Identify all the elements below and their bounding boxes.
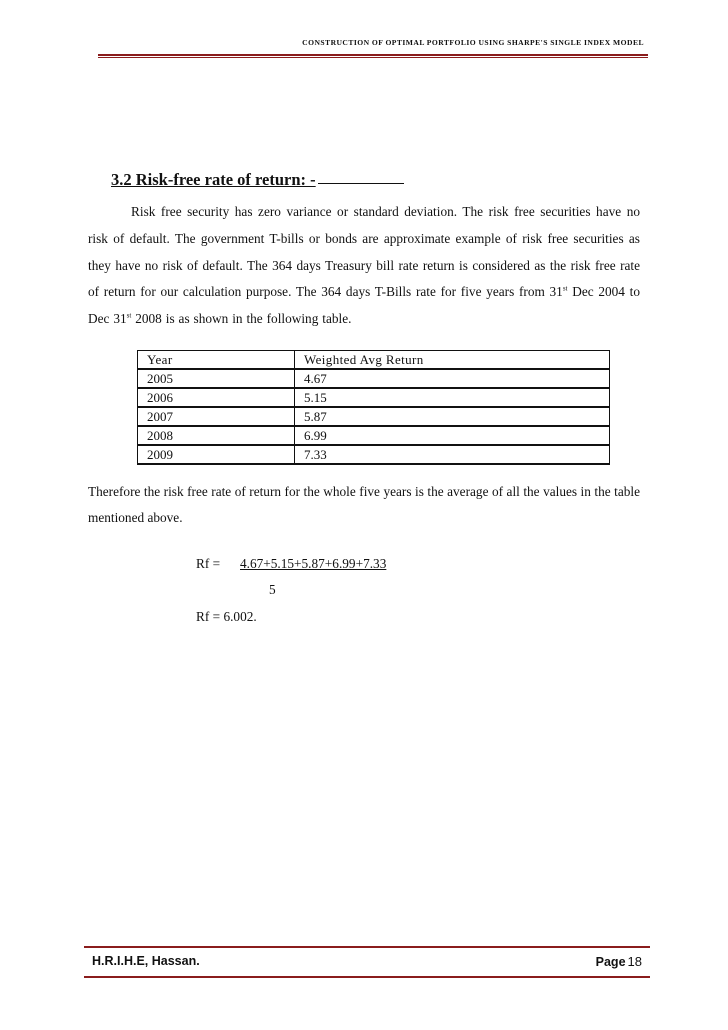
superscript-st: st [126, 311, 132, 320]
table-cell-return: 5.87 [295, 407, 610, 426]
table-cell-return: 6.99 [295, 426, 610, 445]
table-row [138, 388, 610, 407]
footer-page-number: 18 [627, 954, 642, 969]
formula-result: Rf = 6.002. [196, 609, 257, 624]
page-footer [84, 946, 650, 978]
table-cell-year: 2009 [138, 445, 295, 464]
formula-denominator: 5 [269, 582, 276, 597]
table-cell-year: 2005 [138, 369, 295, 388]
conclusion-paragraph: Therefore the risk free rate of return for the whole five years is the average of all the values in the table mentioned above. [88, 484, 640, 525]
table-row [138, 407, 610, 426]
page-header [98, 36, 648, 58]
section-heading-text: 3.2 Risk-free rate of return: - [111, 170, 316, 189]
footer-institution: H.R.I.H.E, Hassan. [92, 954, 200, 968]
paragraph-text-part3: 2008 is as shown in the following table. [131, 311, 352, 327]
header-rule-thin [98, 57, 648, 58]
paragraph-text-part2: Dec 2004 to Dec 31 [88, 284, 640, 327]
rates-table [137, 350, 610, 465]
table-cell-year: 2006 [138, 388, 295, 407]
table-header-year: Year [138, 351, 295, 370]
table-cell-return: 4.67 [295, 369, 610, 388]
header-rule [98, 54, 648, 56]
table-cell-return: 7.33 [295, 445, 610, 464]
table-row [138, 369, 610, 388]
formula-label: Rf = [196, 556, 221, 571]
paragraph-text-part1: Risk free security has zero variance or standard deviation. The risk free securities have no risk of default. The government T-bills or bonds are approximate example of risk free securities as they have no risk of default. The 364 days Treasury bill rate return is considered as the risk free rate of return for our calculation purpose. The 364 days T-Bills rate for five years from 31 [88, 204, 640, 300]
body-paragraph [88, 199, 640, 333]
header-title: CONSTRUCTION OF OPTIMAL PORTFOLIO USING SHARPE'S SINGLE INDEX MODEL [302, 38, 644, 47]
table-row [138, 426, 610, 445]
footer-page [596, 954, 642, 969]
table-header-return: Weighted Avg Return [295, 351, 610, 370]
table-cell-year: 2008 [138, 426, 295, 445]
heading-underline-extension [318, 182, 404, 184]
table-row [138, 445, 610, 464]
section-heading [111, 170, 404, 190]
formula-numerator: 4.67+5.15+5.87+6.99+7.33 [240, 556, 387, 571]
table-header-row [138, 351, 610, 370]
footer-page-label: Page [595, 955, 626, 969]
table-cell-year: 2007 [138, 407, 295, 426]
table-cell-return: 5.15 [295, 388, 610, 407]
superscript-st: st [562, 284, 568, 293]
